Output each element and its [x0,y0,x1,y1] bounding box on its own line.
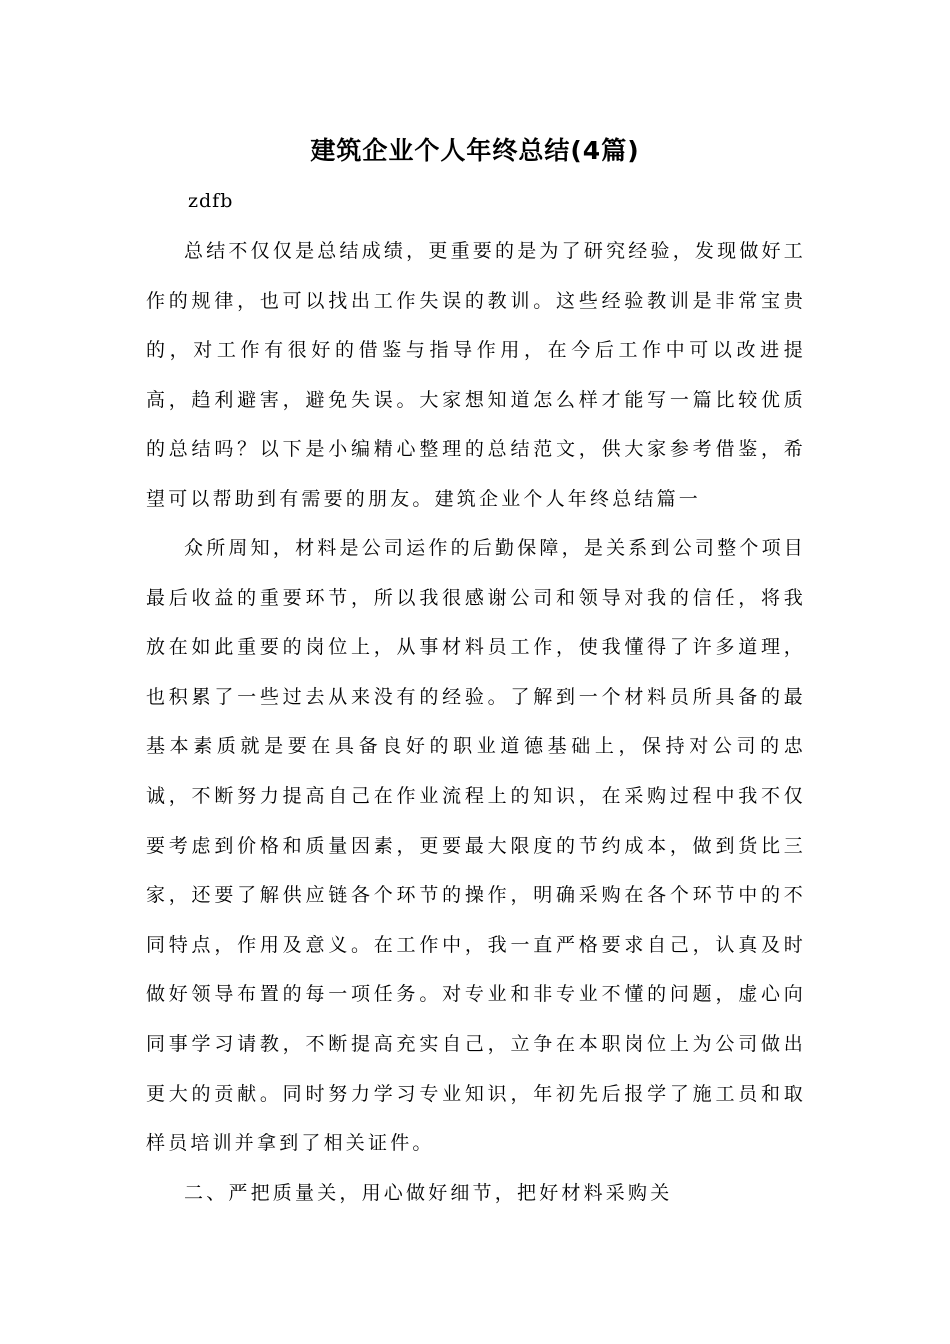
section-heading: 二、严把质量关，用心做好细节，把好材料采购关 [184,1182,673,1204]
paragraph-intro: 总结不仅仅是总结成绩，更重要的是为了研究经验，发现做好工作的规律，也可以找出工作失误的教训。这些经验教训是非常宝贵的，对工作有很好的借鉴与指导作用，在今后工作中可以改进提高，趋利避害，避免失误。大家想知道怎么样才能写一篇比较优质的总结吗？以下是小编精心整理的总结范文，供大家参考借鉴，希望可以帮助到有需要的朋友。建筑企业个人年终总结篇一 [146,240,806,510]
document-code: zdfb [188,190,234,212]
document-title: 建筑企业个人年终总结(4篇) [310,136,640,165]
paragraph-body: 众所周知，材料是公司运作的后勤保障，是关系到公司整个项目最后收益的重要环节，所以我很感谢公司和领导对我的信任，将我放在如此重要的岗位上，从事材料员工作，使我懂得了许多道理，也积累了一些过去从来没有的经验。了解到一个材料员所具备的最基本素质就是要在具备良好的职业道德基础上，保持对公司的忠诚，不断努力提高自己在作业流程上的知识，在采购过程中我不仅要考虑到价格和质量因素，更要最大限度的节约成本，做到货比三家，还要了解供应链各个环节的操作，明确采购在各个环节中的不同特点，作用及意义。在工作中，我一直严格要求自己，认真及时做好领导布置的每一项任务。对专业和非专业不懂的问题，虚心向同事学习请教，不断提高充实自己，立争在本职岗位上为公司做出更大的贡献。同时努力学习专业知识，年初先后报学了施工员和取样员培训并拿到了相关证件。 [146,537,806,1155]
